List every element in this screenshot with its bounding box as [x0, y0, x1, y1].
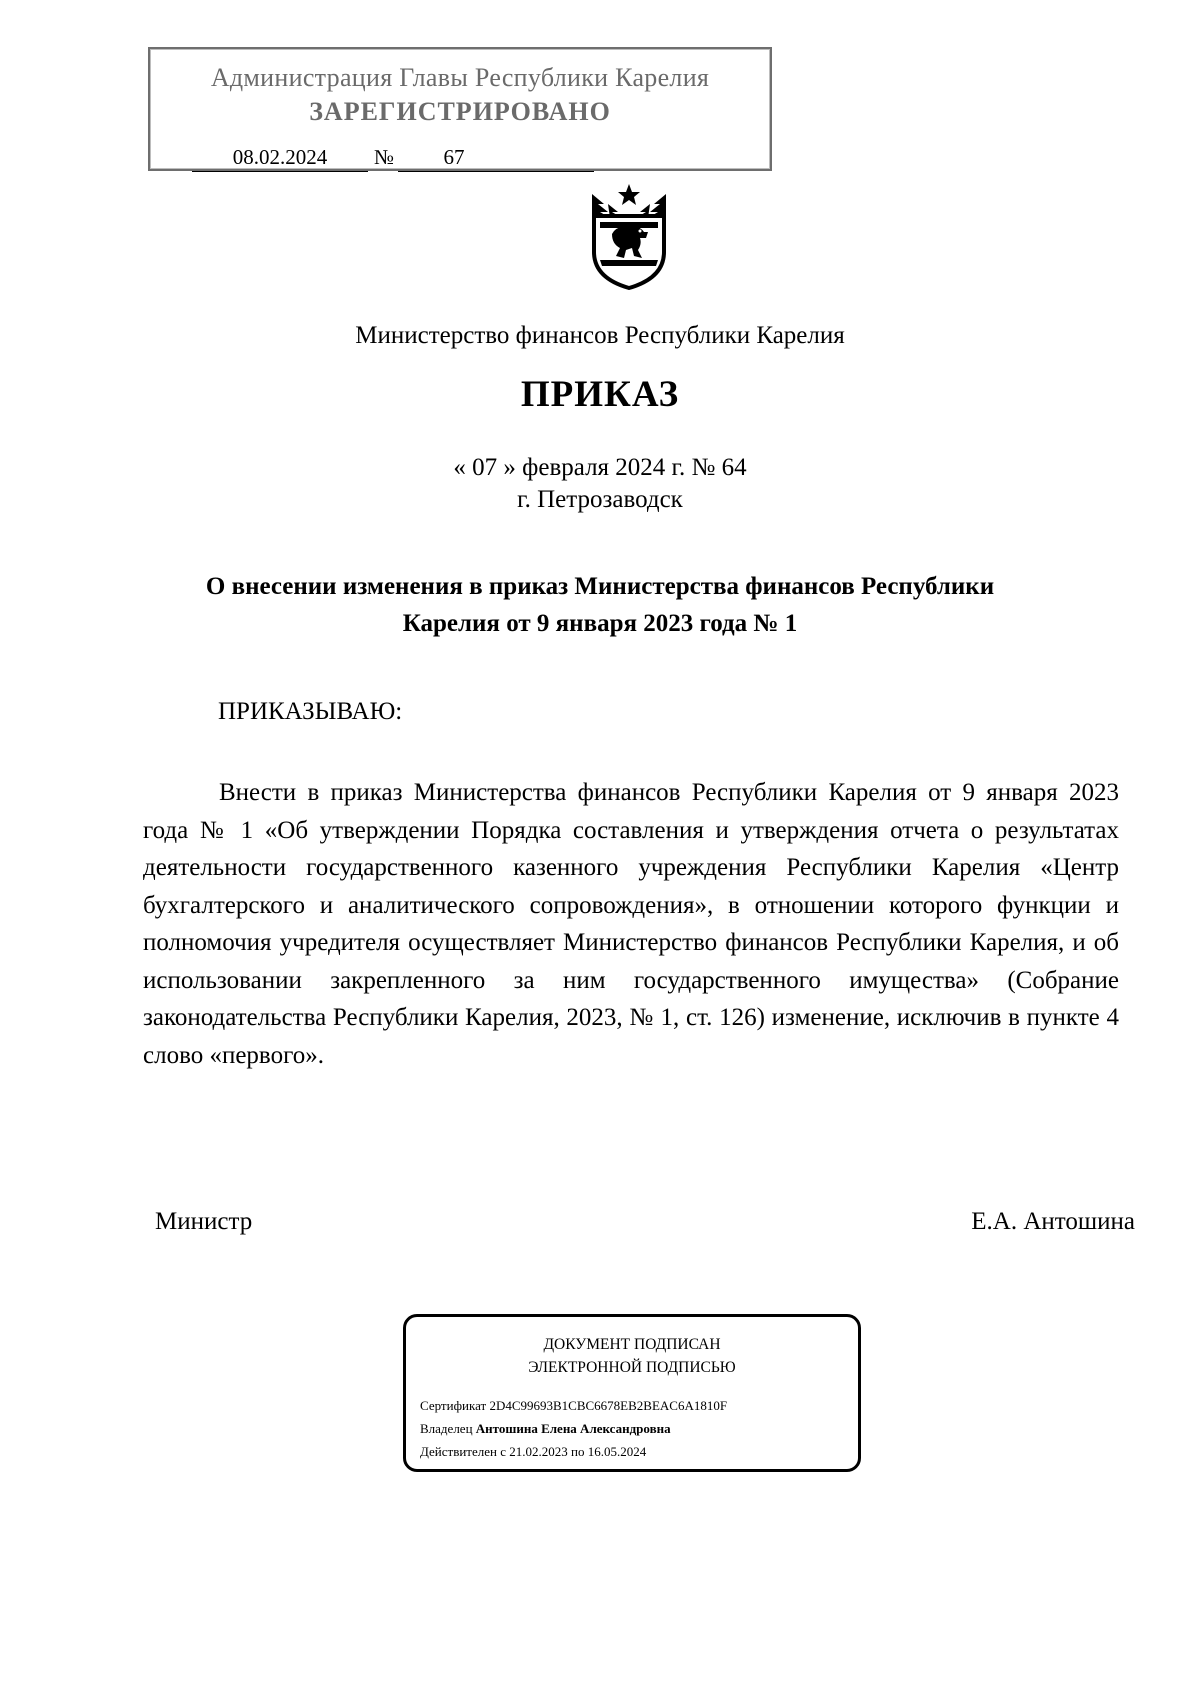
- order-body: Внести в приказ Министерства финансов Республики Карелия от 9 января 2023 года № 1 «Об утверждении Порядка составления и утверждения отчета о результатах деятельности государственного казенного учреждения Республики Карелия «Центр бухгалтерского и аналитического сопровождения», в отношении которого функции и полномочия учредителя осуществляет Министерство финансов Республики Карелия, и об использовании закрепленного за ним государственного имущества» (Собрание законодательства Республики Карелия, 2023, № 1, ст. 126) изменение, исключив в пункте 4 слово «первого».: [143, 779, 1119, 1069]
- esig-heading-1: ДОКУМЕНТ ПОДПИСАН: [543, 1336, 721, 1353]
- signer-position: Министр: [155, 1208, 253, 1235]
- registration-stamp: [148, 47, 772, 171]
- order-subject: [0, 568, 1200, 642]
- esig-owner-label: Владелец: [420, 1421, 473, 1436]
- registration-number-sign: №: [374, 145, 395, 169]
- registration-number: 67: [443, 145, 465, 169]
- esig-valid-label: Действителен: [420, 1444, 497, 1459]
- esig-validity: [420, 1444, 646, 1460]
- esig-owner-value: Антошина Елена Александровна: [475, 1421, 671, 1436]
- esig-valid-from: 21.02.2023: [509, 1444, 568, 1459]
- registration-date: 08.02.2024: [192, 145, 368, 172]
- order-title: ПРИКАЗ: [520, 374, 680, 415]
- esig-certificate-label: Сертификат: [420, 1398, 487, 1413]
- order-directive: ПРИКАЗЫВАЮ:: [218, 698, 403, 725]
- registration-number-field: [398, 145, 594, 172]
- esig-valid-to-label: по: [571, 1444, 585, 1459]
- esig-valid-from-label: с: [500, 1444, 506, 1459]
- esig-valid-to: 16.05.2024: [587, 1444, 647, 1459]
- ministry-name: Министерство финансов Республики Карелия: [355, 322, 845, 349]
- electronic-signature-stamp: [403, 1314, 861, 1472]
- esig-certificate: [420, 1398, 727, 1414]
- order-date-number: « 07 » февраля 2024 г. № 64: [453, 454, 747, 481]
- order-subject-line1: О внесении изменения в приказ Министерства финансов Республики: [205, 573, 995, 600]
- coat-of-arms-icon: [582, 182, 676, 290]
- esig-owner: [420, 1421, 671, 1437]
- registration-status: ЗАРЕГИСТРИРОВАНО: [309, 97, 611, 126]
- registration-authority: Администрация Главы Республики Карелия: [210, 63, 710, 92]
- order-city: г. Петрозаводск: [517, 486, 683, 513]
- esig-heading-2: ЭЛЕКТРОННОЙ ПОДПИСЬЮ: [528, 1359, 736, 1376]
- esig-certificate-value: 2D4C99693B1CBC6678EB2BEAC6A1810F: [489, 1398, 728, 1413]
- order-subject-line2: Карелия от 9 января 2023 года № 1: [402, 610, 798, 637]
- signer-name: Е.А. Антошина: [971, 1208, 1135, 1235]
- coat-of-arms-graphic: [582, 182, 676, 290]
